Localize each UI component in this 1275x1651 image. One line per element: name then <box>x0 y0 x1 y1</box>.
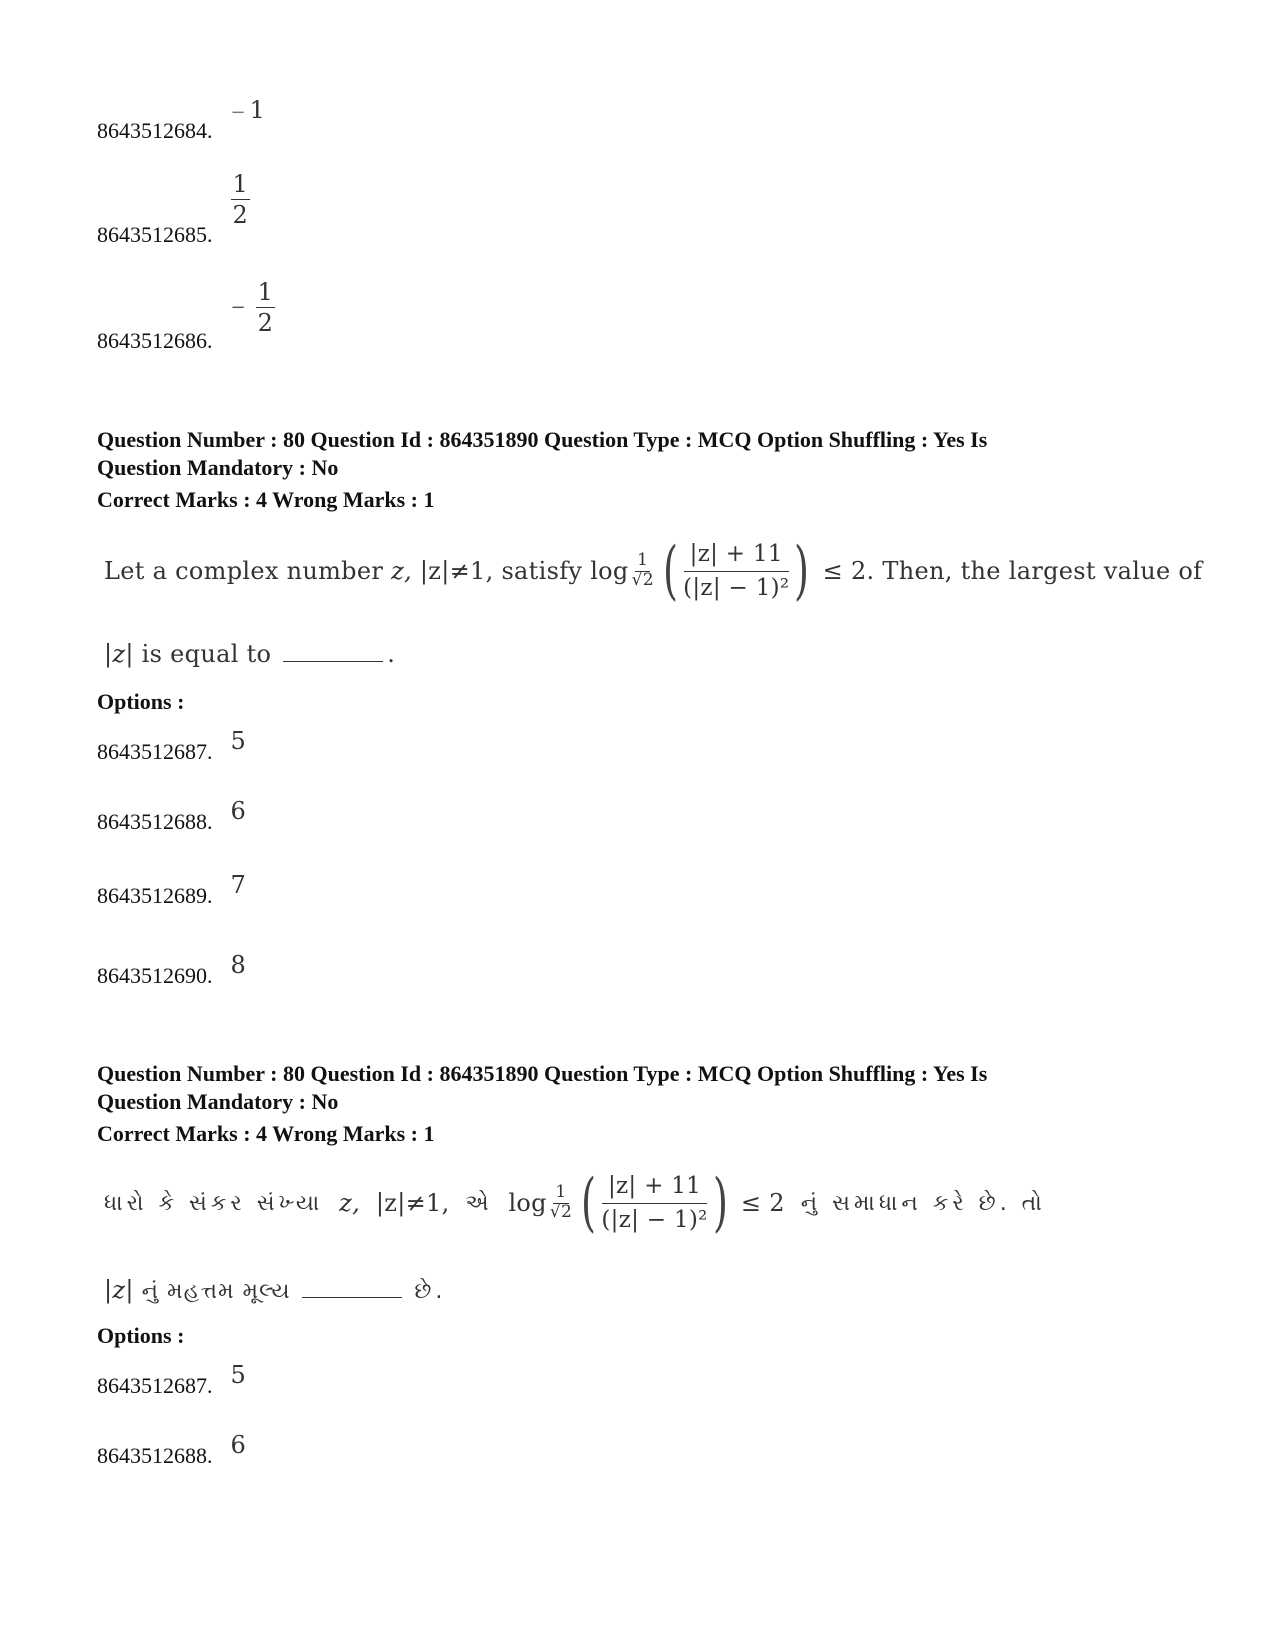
option-id: 8643512687. <box>97 1373 213 1398</box>
fraction-numerator: |z| + 11 <box>602 1173 707 1203</box>
left-paren: ( <box>662 534 679 608</box>
stem-text: Let a complex number <box>104 557 384 585</box>
option-row <box>97 278 275 353</box>
fraction-denominator: 2 <box>257 309 273 337</box>
answer-blank <box>302 1297 402 1298</box>
stem-text: satisfy <box>501 557 583 585</box>
question-stem <box>104 526 1202 616</box>
fraction-denominator: (|z| − 1)² <box>601 1206 708 1233</box>
option-id: 8643512686. <box>97 328 213 353</box>
fraction-denominator: 2 <box>232 201 248 229</box>
option-value: 6 <box>230 797 246 825</box>
log-base-num: 1 <box>555 1182 567 1203</box>
option-id: 8643512690. <box>97 963 213 988</box>
option-value: 5 <box>230 727 246 755</box>
option-value: 6 <box>230 1431 246 1459</box>
option-value: 8 <box>230 951 246 979</box>
option-value: 7 <box>230 871 246 899</box>
question-header-line: Question Number : 80 Question Id : 864351890 Question Type : MCQ Option Shuffling : Yes Is <box>97 427 988 452</box>
question-stem-continued <box>104 1276 446 1304</box>
log-base-den: √2 <box>631 570 654 590</box>
option-value-number: 1 <box>249 96 265 124</box>
option-id: 8643512688. <box>97 809 213 834</box>
abs-z: |z| <box>104 1276 134 1304</box>
option-id: 8643512687. <box>97 739 213 764</box>
option-row <box>97 797 246 834</box>
log-argument-fraction <box>601 1173 707 1233</box>
option-fraction <box>231 172 250 227</box>
question-header-line: Question Number : 80 Question Id : 864351890 Question Type : MCQ Option Shuffling : Yes Is <box>97 1061 988 1086</box>
option-fraction <box>231 280 275 335</box>
relation: ≤ 2 <box>740 1189 785 1217</box>
log-base-den: √2 <box>549 1202 573 1222</box>
stem-text: નું સમાધાન કરે છે. તો <box>800 1190 1046 1216</box>
stem-text: is equal to <box>141 640 272 668</box>
condition: |z|≠1, <box>419 557 494 585</box>
fraction-numerator: |z| + 11 <box>684 541 789 571</box>
fraction-numerator: 1 <box>232 170 248 198</box>
log-operator: log <box>590 557 629 585</box>
question-stem-continued: |z| is equal to . <box>104 640 396 668</box>
fraction-denominator: (|z| − 1)² <box>683 574 790 601</box>
log-operator: log <box>508 1189 547 1217</box>
left-paren: ( <box>581 1166 597 1240</box>
stem-text: છે. <box>414 1279 447 1304</box>
option-row <box>97 871 246 908</box>
option-row <box>97 170 250 247</box>
right-paren: ) <box>794 534 810 608</box>
variable-z: z, <box>339 1189 361 1217</box>
answer-blank <box>283 661 383 662</box>
relation: ≤ 2. <box>822 557 875 585</box>
question-marks: Correct Marks : 4 Wrong Marks : 1 <box>97 1121 435 1146</box>
option-id: 8643512689. <box>97 883 213 908</box>
stem-text: ધારો કે સંકર સંખ્યા <box>104 1190 324 1216</box>
question-header <box>97 1060 987 1116</box>
fraction-numerator: 1 <box>257 278 273 306</box>
option-row <box>97 727 246 764</box>
option-value: 5 <box>230 1361 246 1389</box>
log-base <box>632 552 654 590</box>
options-label: Options : <box>97 1323 185 1348</box>
stem-text: એ <box>465 1190 493 1216</box>
minus-sign: − <box>230 297 246 318</box>
minus-sign: − <box>230 102 246 123</box>
condition: |z|≠1, <box>375 1189 450 1217</box>
option-id: 8643512685. <box>97 222 213 247</box>
abs-z: |z| <box>104 640 134 668</box>
variable-z: z, <box>391 557 412 585</box>
question-header-line: Question Mandatory : No <box>97 1089 339 1114</box>
question-stem <box>104 1158 1046 1248</box>
right-paren: ) <box>712 1166 728 1240</box>
log-argument-fraction <box>683 541 789 601</box>
options-label: Options : <box>97 689 185 714</box>
stem-text: નું મહત્તમ મૂલ્ય <box>141 1279 291 1304</box>
option-value <box>231 96 265 124</box>
option-id: 8643512688. <box>97 1443 213 1468</box>
option-row <box>97 96 265 143</box>
option-row <box>97 1431 246 1468</box>
stem-text: Then, the largest value of <box>882 557 1203 585</box>
log-base <box>550 1184 572 1222</box>
question-marks: Correct Marks : 4 Wrong Marks : 1 <box>97 487 435 512</box>
question-header <box>97 426 987 482</box>
log-base-num: 1 <box>637 550 649 571</box>
option-row <box>97 1361 246 1398</box>
question-header-line: Question Mandatory : No <box>97 455 339 480</box>
option-row <box>97 951 246 988</box>
option-id: 8643512684. <box>97 118 213 143</box>
